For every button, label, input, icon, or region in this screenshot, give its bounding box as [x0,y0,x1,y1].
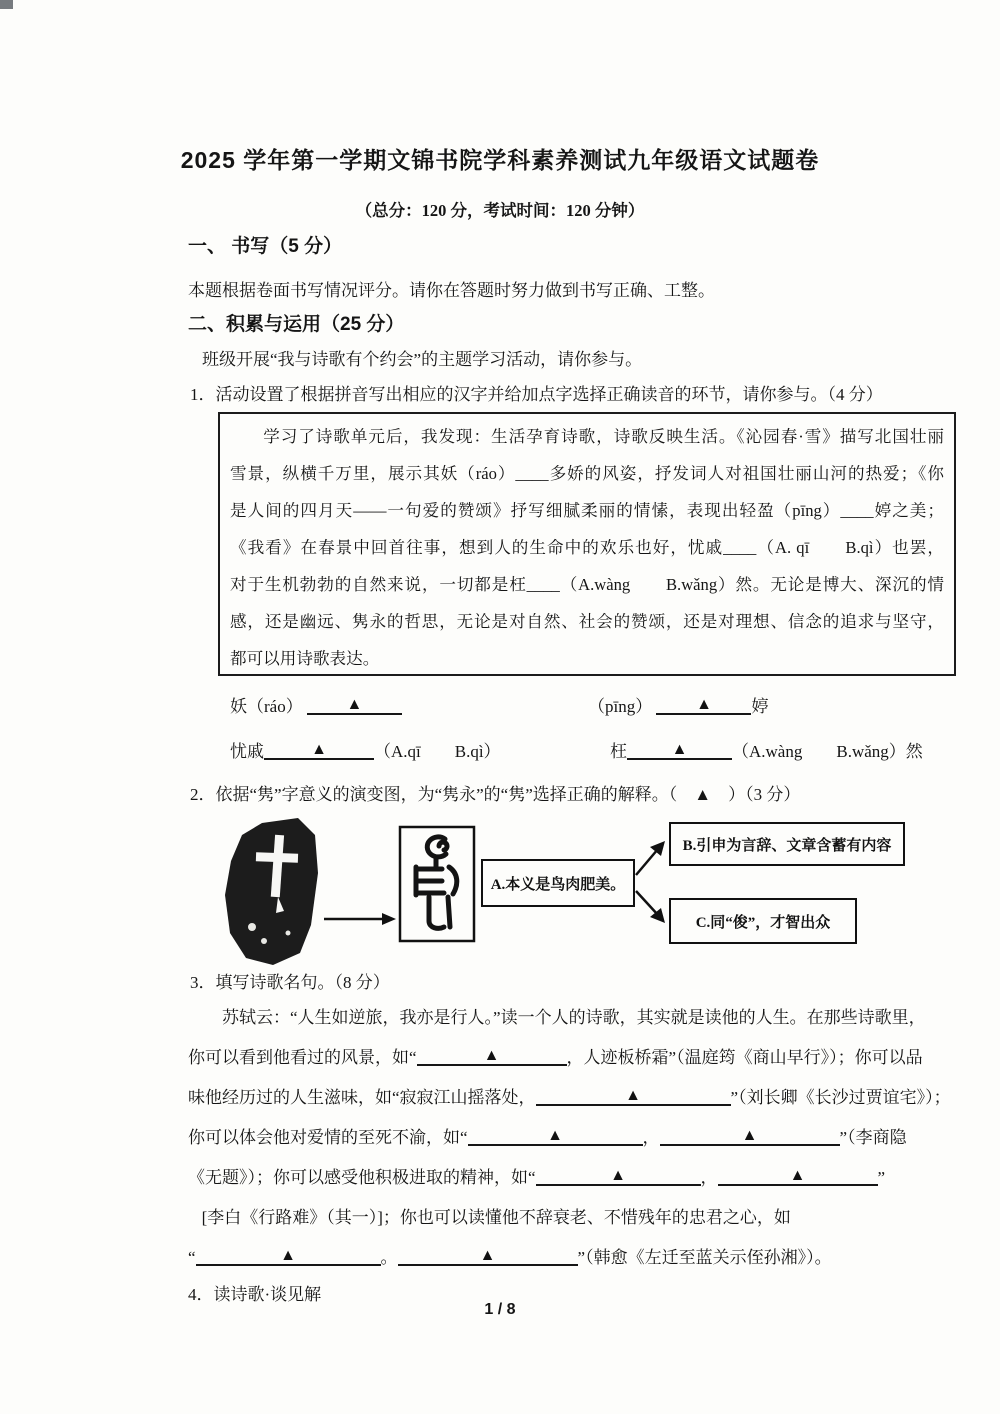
q3-paragraph [188,998,973,1278]
answer-blank: ▲ [468,1125,643,1146]
answer-blank: ▲ [417,1045,567,1066]
q2-evolution-diagram [218,815,908,970]
q3-line: 苏轼云：“人生如逆旅，我亦是行人。”读一个人的诗歌，其实就是读他的人生。在那些诗歌里， [222,1008,926,1027]
exam-info: （总分：120 分，考试时间：120 分钟） [355,201,645,220]
meaning-c-label: C.同“俊”，才智出众 [695,915,831,931]
passage-line: 是人间的四月天——一句爱的赞颂》抒写细腻柔丽的情愫，表现出轻盈（pīng）____婷之美； [230,501,944,520]
q3-line: [李白《行路难》（其一）]；你也可以读懂他不辞衰老、不惜残年的忠君之心，如 [201,1208,791,1227]
answer-blank: ▲ [718,1165,878,1186]
meaning-box-a [482,860,634,906]
q1-answer-ping: （pīng） ▲ 婷 [588,696,769,716]
arrow-icon [324,913,396,925]
meaning-b-label: B.引申为言辞、文章含蓄有内容 [682,838,892,854]
section1-body: 本题根据卷面书写情况评分。请你在答题时努力做到书写正确、工整。 [188,281,715,300]
answer-blank: ▲ [656,694,751,715]
answer-blank: ▲ [536,1165,701,1186]
q3-line: “ ▲ 。 ▲ ”（韩愈《左迁至蓝关示侄孙湘》）。 [188,1247,832,1267]
q2-stem: 2．依据“隽”字意义的演变图，为“隽永”的“隽”选择正确的解释。（ ▲ ）（3 分） [190,785,801,804]
oracle-glyph-image [225,818,318,965]
q1-answer-wang: 枉 ▲ （A.wàng B.wǎng）然 [610,741,923,761]
q1-answer-rao: 妖（ráo） ▲ [230,692,402,717]
section1-heading: 一、 书写（5 分） [188,236,343,257]
q3-line: 《无题》）；你可以感受他积极进取的精神，如“ ▲ ， ▲ ” [188,1167,886,1187]
passage-line: 《我看》在春景中回首往事，想到人的生命中的欢乐也好，忧戚____（A. qī B.qì）也罢， [230,538,944,557]
q3-stem: 3．填写诗歌名句。（8 分） [190,973,390,992]
passage-line: 对于生机勃勃的自然来说，一切都是枉____（A.wàng B.wǎng）然。无论是博大、深沉的情 [230,575,944,594]
page-number: 1 / 8 [484,1301,516,1318]
answer-blank: ▲ [398,1245,578,1266]
meaning-box-b [670,823,904,865]
answer-blank: ▲ [627,739,732,760]
q3-line: 味他经历过的人生滋味，如“寂寂江山摇落处， ▲ ”（刘长卿《长沙过贾谊宅》）； [188,1087,951,1107]
answer-blank: ▲ [196,1245,381,1266]
scan-artifact-mark [0,0,13,9]
page-title: 2025 学年第一学期文锦书院学科素养测试九年级语文试题卷 [180,147,820,173]
passage-line: 都可以用诗歌表达。 [230,649,380,668]
passage-line: 雪景，纵横千万里，展示其妖（ráo）____多娇的风姿，抒发词人对祖国壮丽山河的热爱；《你 [230,464,944,483]
meaning-a-label: A.本义是鸟肉肥美。 [490,877,626,893]
answer-blank: ▲ [660,1125,840,1146]
q3-line: 你可以看到他看过的风景，如“ ▲ ，人迹板桥霜”（温庭筠《商山早行》）；你可以品 [188,1047,923,1067]
meaning-box-c [670,899,856,943]
answer-blank: ▲ [307,694,402,715]
section2-intro: 班级开展“我与诗歌有个约会”的主题学习活动，请你参与。 [202,350,643,369]
passage-line: 感，还是幽远、隽永的哲思，无论是对自然、社会的赞颂，还是对理想、信念的追求与坚守， [230,612,944,631]
passage-line: 学习了诗歌单元后，我发现：生活孕育诗歌，诗歌反映生活。《沁园春·雪》描写北国壮丽 [263,427,944,446]
q1-answer-qi: 忧戚 ▲ （A.qī B.qì） [230,741,501,761]
section2-heading: 二、积累与运用（25 分） [188,314,405,335]
q4-stem: 4．读诗歌·谈见解 [188,1285,322,1304]
answer-blank: ▲ [536,1085,731,1106]
q1-passage-box [218,412,956,676]
arrow-to-c-icon [636,891,665,923]
arrow-to-b-icon [636,841,665,875]
answer-blank: ▲ [264,739,374,760]
q3-line: 你可以体会他对爱情的至死不渝，如“ ▲ ， ▲ ”（李商隐 [188,1127,907,1147]
seal-script-glyph [400,827,474,941]
q1-stem: 1．活动设置了根据拼音写出相应的汉字并给加点字选择正确读音的环节，请你参与。（4 分） [190,385,883,404]
